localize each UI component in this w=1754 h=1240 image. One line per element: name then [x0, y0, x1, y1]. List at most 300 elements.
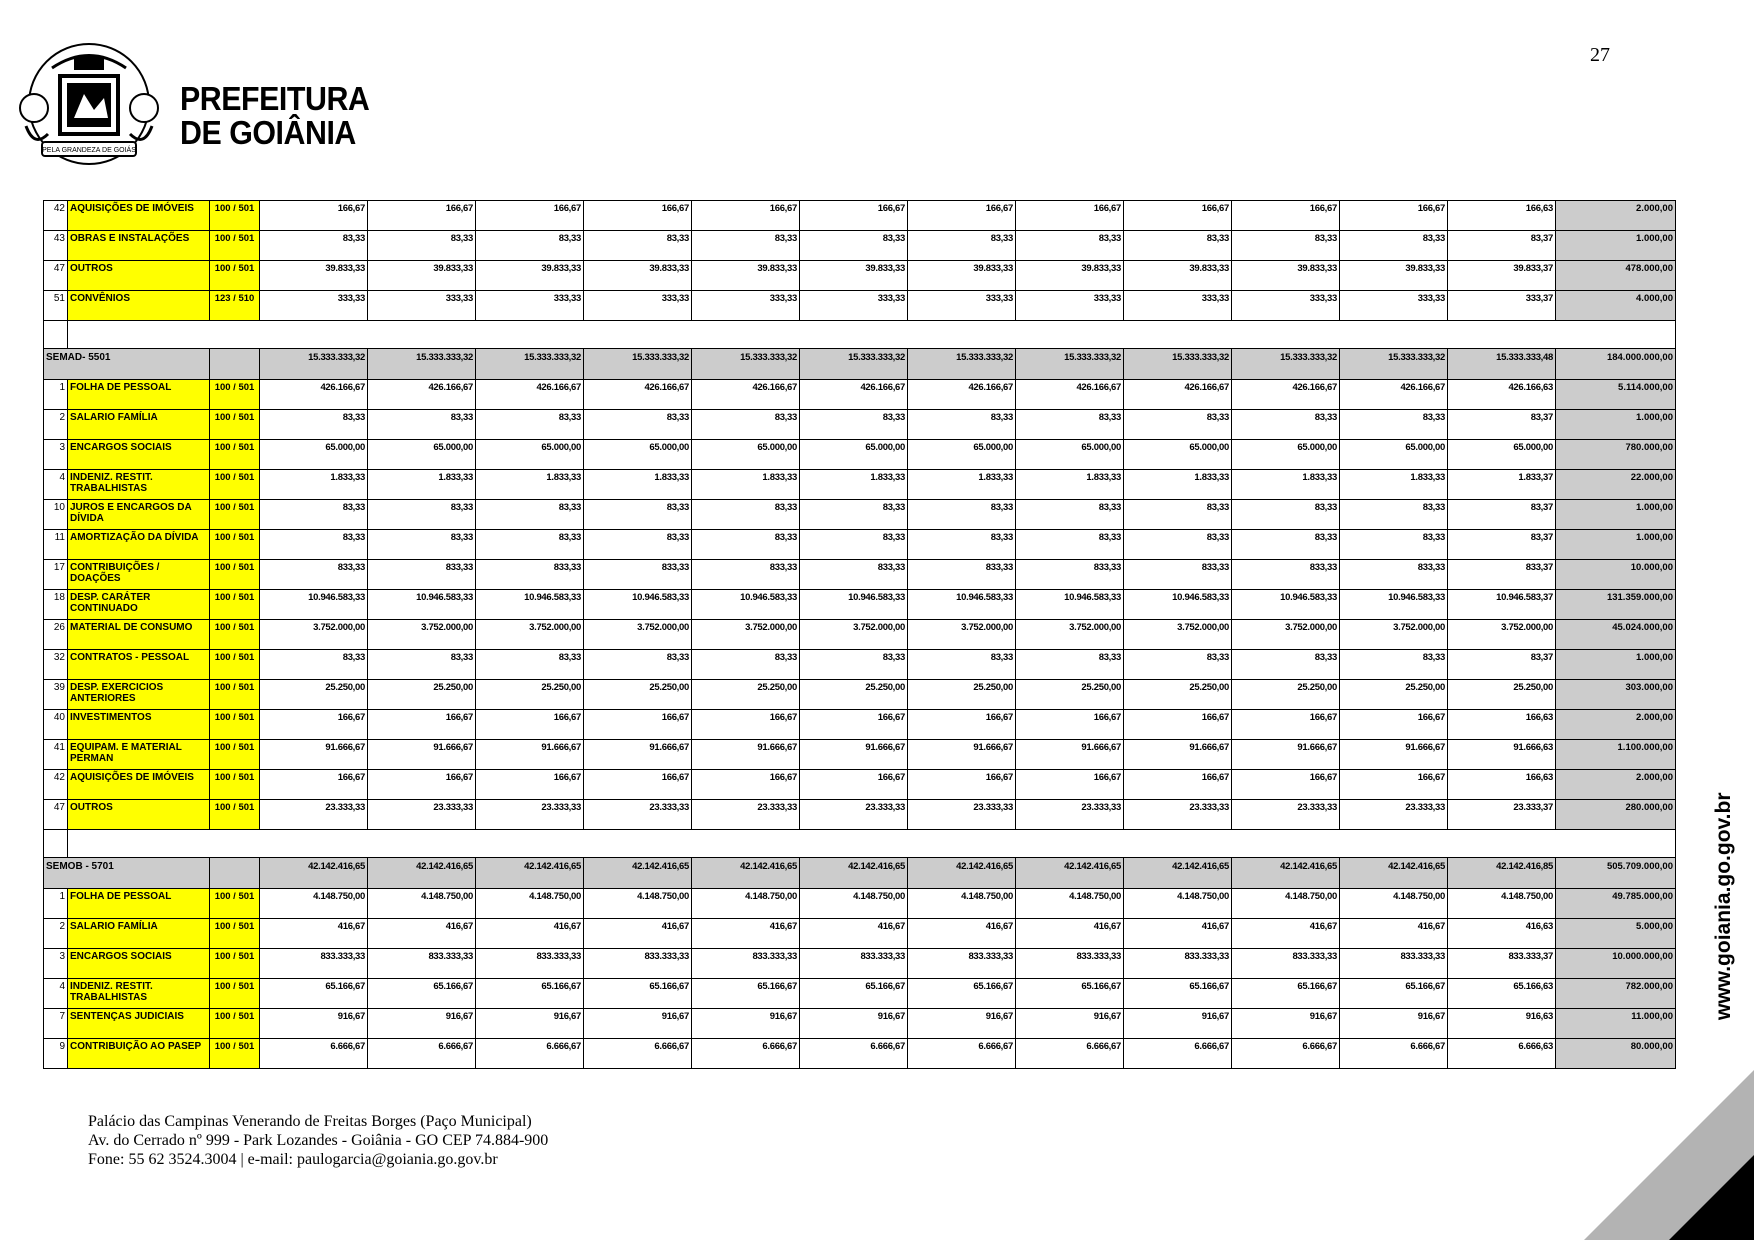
month-value: 333,33	[908, 291, 1016, 321]
month-value: 833.333,33	[908, 949, 1016, 979]
month-value: 166,67	[260, 201, 368, 231]
month-value: 166,67	[908, 201, 1016, 231]
month-value: 10.946.583,33	[1016, 590, 1124, 620]
seal-motto: PELA GRANDEZA DE GOIÁS	[42, 147, 136, 154]
month-value: 4.148.750,00	[1016, 889, 1124, 919]
section-month-value: 42.142.416,65	[800, 858, 908, 889]
funding-source: 100 / 501	[210, 650, 260, 680]
month-value: 916,67	[692, 1009, 800, 1039]
month-value: 23.333,33	[908, 800, 1016, 830]
month-value: 83,33	[800, 500, 908, 530]
month-value: 39.833,33	[260, 261, 368, 291]
month-value: 25.250,00	[1448, 680, 1556, 710]
month-value: 65.000,00	[1124, 440, 1232, 470]
month-value: 166,67	[908, 770, 1016, 800]
month-value: 83,33	[1124, 500, 1232, 530]
section-month-value: 15.333.333,32	[908, 349, 1016, 380]
month-value: 39.833,33	[692, 261, 800, 291]
month-value: 333,33	[692, 291, 800, 321]
table-row	[44, 979, 1676, 1009]
month-value: 83,33	[1124, 410, 1232, 440]
month-value: 4.148.750,00	[1340, 889, 1448, 919]
month-value: 833,33	[908, 560, 1016, 590]
funding-source: 100 / 501	[210, 800, 260, 830]
month-value: 426.166,67	[584, 380, 692, 410]
month-value: 833,37	[1448, 560, 1556, 590]
month-value: 39.833,33	[476, 261, 584, 291]
month-value: 426.166,67	[908, 380, 1016, 410]
expense-code: 4	[44, 470, 68, 500]
row-total: 1.100.000,00	[1556, 740, 1676, 770]
table-row	[44, 470, 1676, 500]
month-value: 23.333,33	[368, 800, 476, 830]
expense-name: JUROS E ENCARGOS DA DÍVIDA	[68, 500, 210, 530]
month-value: 91.666,67	[1232, 740, 1340, 770]
month-value: 916,67	[1232, 1009, 1340, 1039]
month-value: 83,33	[1232, 500, 1340, 530]
month-value: 426.166,63	[1448, 380, 1556, 410]
section-total-row	[44, 858, 1676, 889]
month-value: 65.166,67	[1340, 979, 1448, 1009]
month-value: 916,63	[1448, 1009, 1556, 1039]
month-value: 166,67	[1232, 770, 1340, 800]
month-value: 91.666,67	[692, 740, 800, 770]
month-value: 83,33	[260, 500, 368, 530]
month-value: 3.752.000,00	[1232, 620, 1340, 650]
month-value: 83,37	[1448, 410, 1556, 440]
month-value: 833,33	[584, 560, 692, 590]
month-value: 1.833,33	[584, 470, 692, 500]
month-value: 3.752.000,00	[368, 620, 476, 650]
funding-source: 100 / 501	[210, 590, 260, 620]
month-value: 65.000,00	[908, 440, 1016, 470]
month-value: 10.946.583,37	[1448, 590, 1556, 620]
month-value: 833,33	[260, 560, 368, 590]
month-value: 65.000,00	[1448, 440, 1556, 470]
month-value: 166,67	[584, 710, 692, 740]
month-value: 166,67	[692, 710, 800, 740]
month-value: 166,67	[1016, 201, 1124, 231]
month-value: 23.333,33	[476, 800, 584, 830]
expense-code: 51	[44, 291, 68, 321]
section-month-value: 42.142.416,65	[1124, 858, 1232, 889]
month-value: 83,33	[368, 530, 476, 560]
month-value: 83,37	[1448, 650, 1556, 680]
expense-name: ENCARGOS SOCIAIS	[68, 440, 210, 470]
expense-name: CONTRIBUIÇÕES / DOAÇÕES	[68, 560, 210, 590]
table-row	[44, 231, 1676, 261]
month-value: 1.833,33	[1016, 470, 1124, 500]
month-value: 65.166,67	[368, 979, 476, 1009]
month-value: 426.166,67	[692, 380, 800, 410]
funding-source: 100 / 501	[210, 740, 260, 770]
row-total: 4.000,00	[1556, 291, 1676, 321]
month-value: 333,33	[1124, 291, 1232, 321]
month-value: 83,33	[692, 650, 800, 680]
month-value: 91.666,67	[1016, 740, 1124, 770]
month-value: 65.166,67	[1232, 979, 1340, 1009]
row-total: 5.114.000,00	[1556, 380, 1676, 410]
month-value: 416,67	[584, 919, 692, 949]
month-value: 83,33	[908, 410, 1016, 440]
section-month-value: 42.142.416,65	[368, 858, 476, 889]
month-value: 6.666,67	[1016, 1039, 1124, 1069]
expense-name: CONTRIBUIÇÃO AO PASEP	[68, 1039, 210, 1069]
month-value: 23.333,33	[584, 800, 692, 830]
month-value: 333,33	[1232, 291, 1340, 321]
month-value: 83,33	[368, 500, 476, 530]
month-value: 91.666,67	[260, 740, 368, 770]
month-value: 65.000,00	[368, 440, 476, 470]
section-month-value: 42.142.416,65	[1340, 858, 1448, 889]
spacer-cell	[68, 321, 1676, 349]
expense-name: ENCARGOS SOCIAIS	[68, 949, 210, 979]
month-value: 166,67	[584, 201, 692, 231]
row-total: 5.000,00	[1556, 919, 1676, 949]
month-value: 166,67	[260, 770, 368, 800]
month-value: 83,33	[800, 650, 908, 680]
month-value: 416,67	[476, 919, 584, 949]
month-value: 65.000,00	[1232, 440, 1340, 470]
month-value: 916,67	[476, 1009, 584, 1039]
month-value: 416,67	[692, 919, 800, 949]
month-value: 65.166,67	[260, 979, 368, 1009]
section-label: SEMAD- 5501	[44, 349, 210, 380]
funding-source: 100 / 501	[210, 380, 260, 410]
table-row	[44, 650, 1676, 680]
month-value: 83,33	[1016, 650, 1124, 680]
expense-code: 7	[44, 1009, 68, 1039]
brand-title	[180, 82, 369, 150]
month-value: 166,67	[1016, 710, 1124, 740]
brand-line-1: PREFEITURA	[180, 80, 370, 117]
month-value: 65.000,00	[260, 440, 368, 470]
month-value: 833.333,33	[1340, 949, 1448, 979]
month-value: 1.833,37	[1448, 470, 1556, 500]
month-value: 10.946.583,33	[584, 590, 692, 620]
month-value: 4.148.750,00	[908, 889, 1016, 919]
table-row	[44, 770, 1676, 800]
month-value: 333,33	[584, 291, 692, 321]
spacer-cell	[44, 830, 68, 858]
month-value: 91.666,67	[476, 740, 584, 770]
table-row	[44, 261, 1676, 291]
month-value: 39.833,33	[1232, 261, 1340, 291]
month-value: 83,33	[368, 231, 476, 261]
expense-code: 47	[44, 800, 68, 830]
month-value: 83,37	[1448, 231, 1556, 261]
month-value: 65.166,67	[1124, 979, 1232, 1009]
month-value: 166,67	[692, 770, 800, 800]
month-value: 166,67	[1124, 201, 1232, 231]
funding-source: 100 / 501	[210, 500, 260, 530]
month-value: 916,67	[908, 1009, 1016, 1039]
budget-table-container	[43, 200, 1675, 1069]
month-value: 166,67	[1016, 770, 1124, 800]
section-month-value: 15.333.333,32	[584, 349, 692, 380]
month-value: 65.000,00	[800, 440, 908, 470]
row-total: 478.000,00	[1556, 261, 1676, 291]
month-value: 166,67	[908, 710, 1016, 740]
expense-code: 43	[44, 231, 68, 261]
page-number: 27	[1590, 44, 1610, 66]
month-value: 39.833,33	[368, 261, 476, 291]
month-value: 91.666,67	[584, 740, 692, 770]
section-source-empty	[210, 349, 260, 380]
expense-code: 39	[44, 680, 68, 710]
section-month-value: 15.333.333,32	[476, 349, 584, 380]
month-value: 1.833,33	[908, 470, 1016, 500]
section-total-row	[44, 349, 1676, 380]
month-value: 833,33	[1124, 560, 1232, 590]
expense-name: INDENIZ. RESTIT. TRABALHISTAS	[68, 979, 210, 1009]
expense-code: 11	[44, 530, 68, 560]
month-value: 10.946.583,33	[908, 590, 1016, 620]
funding-source: 100 / 501	[210, 560, 260, 590]
month-value: 833,33	[368, 560, 476, 590]
month-value: 426.166,67	[260, 380, 368, 410]
month-value: 1.833,33	[476, 470, 584, 500]
month-value: 10.946.583,33	[1232, 590, 1340, 620]
expense-name: FOLHA DE PESSOAL	[68, 889, 210, 919]
row-total: 2.000,00	[1556, 201, 1676, 231]
section-month-value: 15.333.333,32	[260, 349, 368, 380]
funding-source: 100 / 501	[210, 979, 260, 1009]
month-value: 916,67	[1016, 1009, 1124, 1039]
month-value: 166,67	[476, 201, 584, 231]
month-value: 333,33	[1340, 291, 1448, 321]
funding-source: 100 / 501	[210, 1009, 260, 1039]
month-value: 83,33	[260, 650, 368, 680]
month-value: 10.946.583,33	[692, 590, 800, 620]
month-value: 916,67	[1124, 1009, 1232, 1039]
month-value: 4.148.750,00	[1448, 889, 1556, 919]
month-value: 25.250,00	[800, 680, 908, 710]
month-value: 833.333,33	[800, 949, 908, 979]
month-value: 10.946.583,33	[260, 590, 368, 620]
month-value: 833.333,33	[1124, 949, 1232, 979]
section-month-value: 42.142.416,65	[692, 858, 800, 889]
expense-name: CONVÊNIOS	[68, 291, 210, 321]
expense-code: 42	[44, 201, 68, 231]
month-value: 4.148.750,00	[476, 889, 584, 919]
expense-name: AQUISIÇÕES DE IMÓVEIS	[68, 770, 210, 800]
expense-name: DESP. EXERCICIOS ANTERIORES	[68, 680, 210, 710]
month-value: 83,33	[800, 530, 908, 560]
month-value: 833.333,33	[476, 949, 584, 979]
month-value: 3.752.000,00	[800, 620, 908, 650]
month-value: 166,67	[800, 201, 908, 231]
month-value: 83,33	[908, 530, 1016, 560]
month-value: 416,67	[800, 919, 908, 949]
month-value: 83,33	[1340, 410, 1448, 440]
month-value: 166,67	[260, 710, 368, 740]
month-value: 6.666,67	[1232, 1039, 1340, 1069]
expense-name: SALARIO FAMÍLIA	[68, 919, 210, 949]
month-value: 416,67	[1232, 919, 1340, 949]
month-value: 83,33	[800, 410, 908, 440]
month-value: 833.333,33	[368, 949, 476, 979]
month-value: 6.666,67	[692, 1039, 800, 1069]
month-value: 916,67	[1340, 1009, 1448, 1039]
row-total: 80.000,00	[1556, 1039, 1676, 1069]
month-value: 833.333,33	[584, 949, 692, 979]
month-value: 39.833,33	[584, 261, 692, 291]
month-value: 833,33	[692, 560, 800, 590]
section-month-value: 15.333.333,32	[800, 349, 908, 380]
section-total-value: 184.000.000,00	[1556, 349, 1676, 380]
month-value: 25.250,00	[1124, 680, 1232, 710]
month-value: 65.166,67	[908, 979, 1016, 1009]
row-total: 1.000,00	[1556, 500, 1676, 530]
month-value: 65.166,63	[1448, 979, 1556, 1009]
month-value: 83,33	[692, 410, 800, 440]
month-value: 91.666,67	[908, 740, 1016, 770]
month-value: 1.833,33	[1232, 470, 1340, 500]
month-value: 23.333,33	[1124, 800, 1232, 830]
month-value: 65.000,00	[476, 440, 584, 470]
month-value: 25.250,00	[692, 680, 800, 710]
month-value: 91.666,67	[800, 740, 908, 770]
month-value: 4.148.750,00	[368, 889, 476, 919]
month-value: 3.752.000,00	[908, 620, 1016, 650]
expense-name: FOLHA DE PESSOAL	[68, 380, 210, 410]
month-value: 83,33	[1016, 410, 1124, 440]
month-value: 23.333,37	[1448, 800, 1556, 830]
month-value: 333,33	[800, 291, 908, 321]
month-value: 6.666,63	[1448, 1039, 1556, 1069]
month-value: 83,33	[1340, 650, 1448, 680]
month-value: 416,67	[1124, 919, 1232, 949]
month-value: 4.148.750,00	[1124, 889, 1232, 919]
funding-source: 100 / 501	[210, 889, 260, 919]
expense-name: INDENIZ. RESTIT. TRABALHISTAS	[68, 470, 210, 500]
funding-source: 100 / 501	[210, 710, 260, 740]
month-value: 4.148.750,00	[1232, 889, 1340, 919]
side-website-url: www.goiania.go.gov.br	[1712, 792, 1735, 1020]
month-value: 916,67	[584, 1009, 692, 1039]
row-total: 280.000,00	[1556, 800, 1676, 830]
month-value: 83,33	[584, 650, 692, 680]
month-value: 916,67	[260, 1009, 368, 1039]
month-value: 25.250,00	[260, 680, 368, 710]
month-value: 83,33	[1124, 231, 1232, 261]
month-value: 65.166,67	[1016, 979, 1124, 1009]
table-row	[44, 201, 1676, 231]
expense-code: 2	[44, 919, 68, 949]
row-total: 2.000,00	[1556, 770, 1676, 800]
row-total: 10.000.000,00	[1556, 949, 1676, 979]
expense-code: 4	[44, 979, 68, 1009]
expense-code: 9	[44, 1039, 68, 1069]
month-value: 83,33	[476, 231, 584, 261]
month-value: 333,33	[1016, 291, 1124, 321]
month-value: 91.666,63	[1448, 740, 1556, 770]
month-value: 3.752.000,00	[1016, 620, 1124, 650]
row-total: 303.000,00	[1556, 680, 1676, 710]
month-value: 333,33	[260, 291, 368, 321]
section-source-empty	[210, 858, 260, 889]
section-month-value: 42.142.416,65	[1016, 858, 1124, 889]
month-value: 6.666,67	[260, 1039, 368, 1069]
table-row	[44, 1039, 1676, 1069]
table-row	[44, 889, 1676, 919]
month-value: 25.250,00	[908, 680, 1016, 710]
funding-source: 100 / 501	[210, 470, 260, 500]
month-value: 83,33	[1232, 650, 1340, 680]
month-value: 83,33	[1016, 500, 1124, 530]
month-value: 166,67	[1340, 710, 1448, 740]
month-value: 1.833,33	[368, 470, 476, 500]
section-month-value: 42.142.416,65	[908, 858, 1016, 889]
footer-address	[88, 1112, 548, 1169]
month-value: 83,33	[692, 530, 800, 560]
month-value: 65.166,67	[584, 979, 692, 1009]
expense-code: 47	[44, 261, 68, 291]
month-value: 833.333,33	[692, 949, 800, 979]
month-value: 65.166,67	[476, 979, 584, 1009]
expense-name: SALARIO FAMÍLIA	[68, 410, 210, 440]
month-value: 83,33	[1124, 530, 1232, 560]
month-value: 833.333,33	[1016, 949, 1124, 979]
month-value: 39.833,33	[1124, 261, 1232, 291]
section-month-value: 42.142.416,65	[1232, 858, 1340, 889]
row-total: 45.024.000,00	[1556, 620, 1676, 650]
funding-source: 100 / 501	[210, 530, 260, 560]
month-value: 83,33	[908, 500, 1016, 530]
month-value: 83,33	[1232, 410, 1340, 440]
section-month-value: 15.333.333,48	[1448, 349, 1556, 380]
spacer-cell	[68, 830, 1676, 858]
expense-code: 42	[44, 770, 68, 800]
spacer-row	[44, 321, 1676, 349]
month-value: 23.333,33	[800, 800, 908, 830]
month-value: 426.166,67	[368, 380, 476, 410]
month-value: 39.833,33	[908, 261, 1016, 291]
row-total: 1.000,00	[1556, 530, 1676, 560]
month-value: 833,33	[1340, 560, 1448, 590]
month-value: 833.333,33	[1232, 949, 1340, 979]
funding-source: 100 / 501	[210, 770, 260, 800]
month-value: 83,33	[260, 410, 368, 440]
funding-source: 100 / 501	[210, 949, 260, 979]
expense-name: AMORTIZAÇÃO DA DÍVIDA	[68, 530, 210, 560]
section-month-value: 15.333.333,32	[1232, 349, 1340, 380]
expense-code: 3	[44, 440, 68, 470]
section-total-value: 505.709.000,00	[1556, 858, 1676, 889]
month-value: 83,33	[908, 650, 1016, 680]
expense-code: 18	[44, 590, 68, 620]
month-value: 833,33	[800, 560, 908, 590]
month-value: 166,67	[1232, 710, 1340, 740]
expense-name: SENTENÇAS JUDICIAIS	[68, 1009, 210, 1039]
month-value: 4.148.750,00	[584, 889, 692, 919]
month-value: 83,33	[260, 231, 368, 261]
month-value: 65.000,00	[584, 440, 692, 470]
month-value: 426.166,67	[1016, 380, 1124, 410]
month-value: 6.666,67	[908, 1039, 1016, 1069]
table-row	[44, 291, 1676, 321]
section-month-value: 42.142.416,65	[584, 858, 692, 889]
month-value: 3.752.000,00	[1448, 620, 1556, 650]
funding-source: 100 / 501	[210, 919, 260, 949]
funding-source: 100 / 501	[210, 440, 260, 470]
month-value: 83,33	[476, 500, 584, 530]
expense-code: 10	[44, 500, 68, 530]
month-value: 916,67	[800, 1009, 908, 1039]
month-value: 23.333,33	[692, 800, 800, 830]
expense-name: MATERIAL DE CONSUMO	[68, 620, 210, 650]
